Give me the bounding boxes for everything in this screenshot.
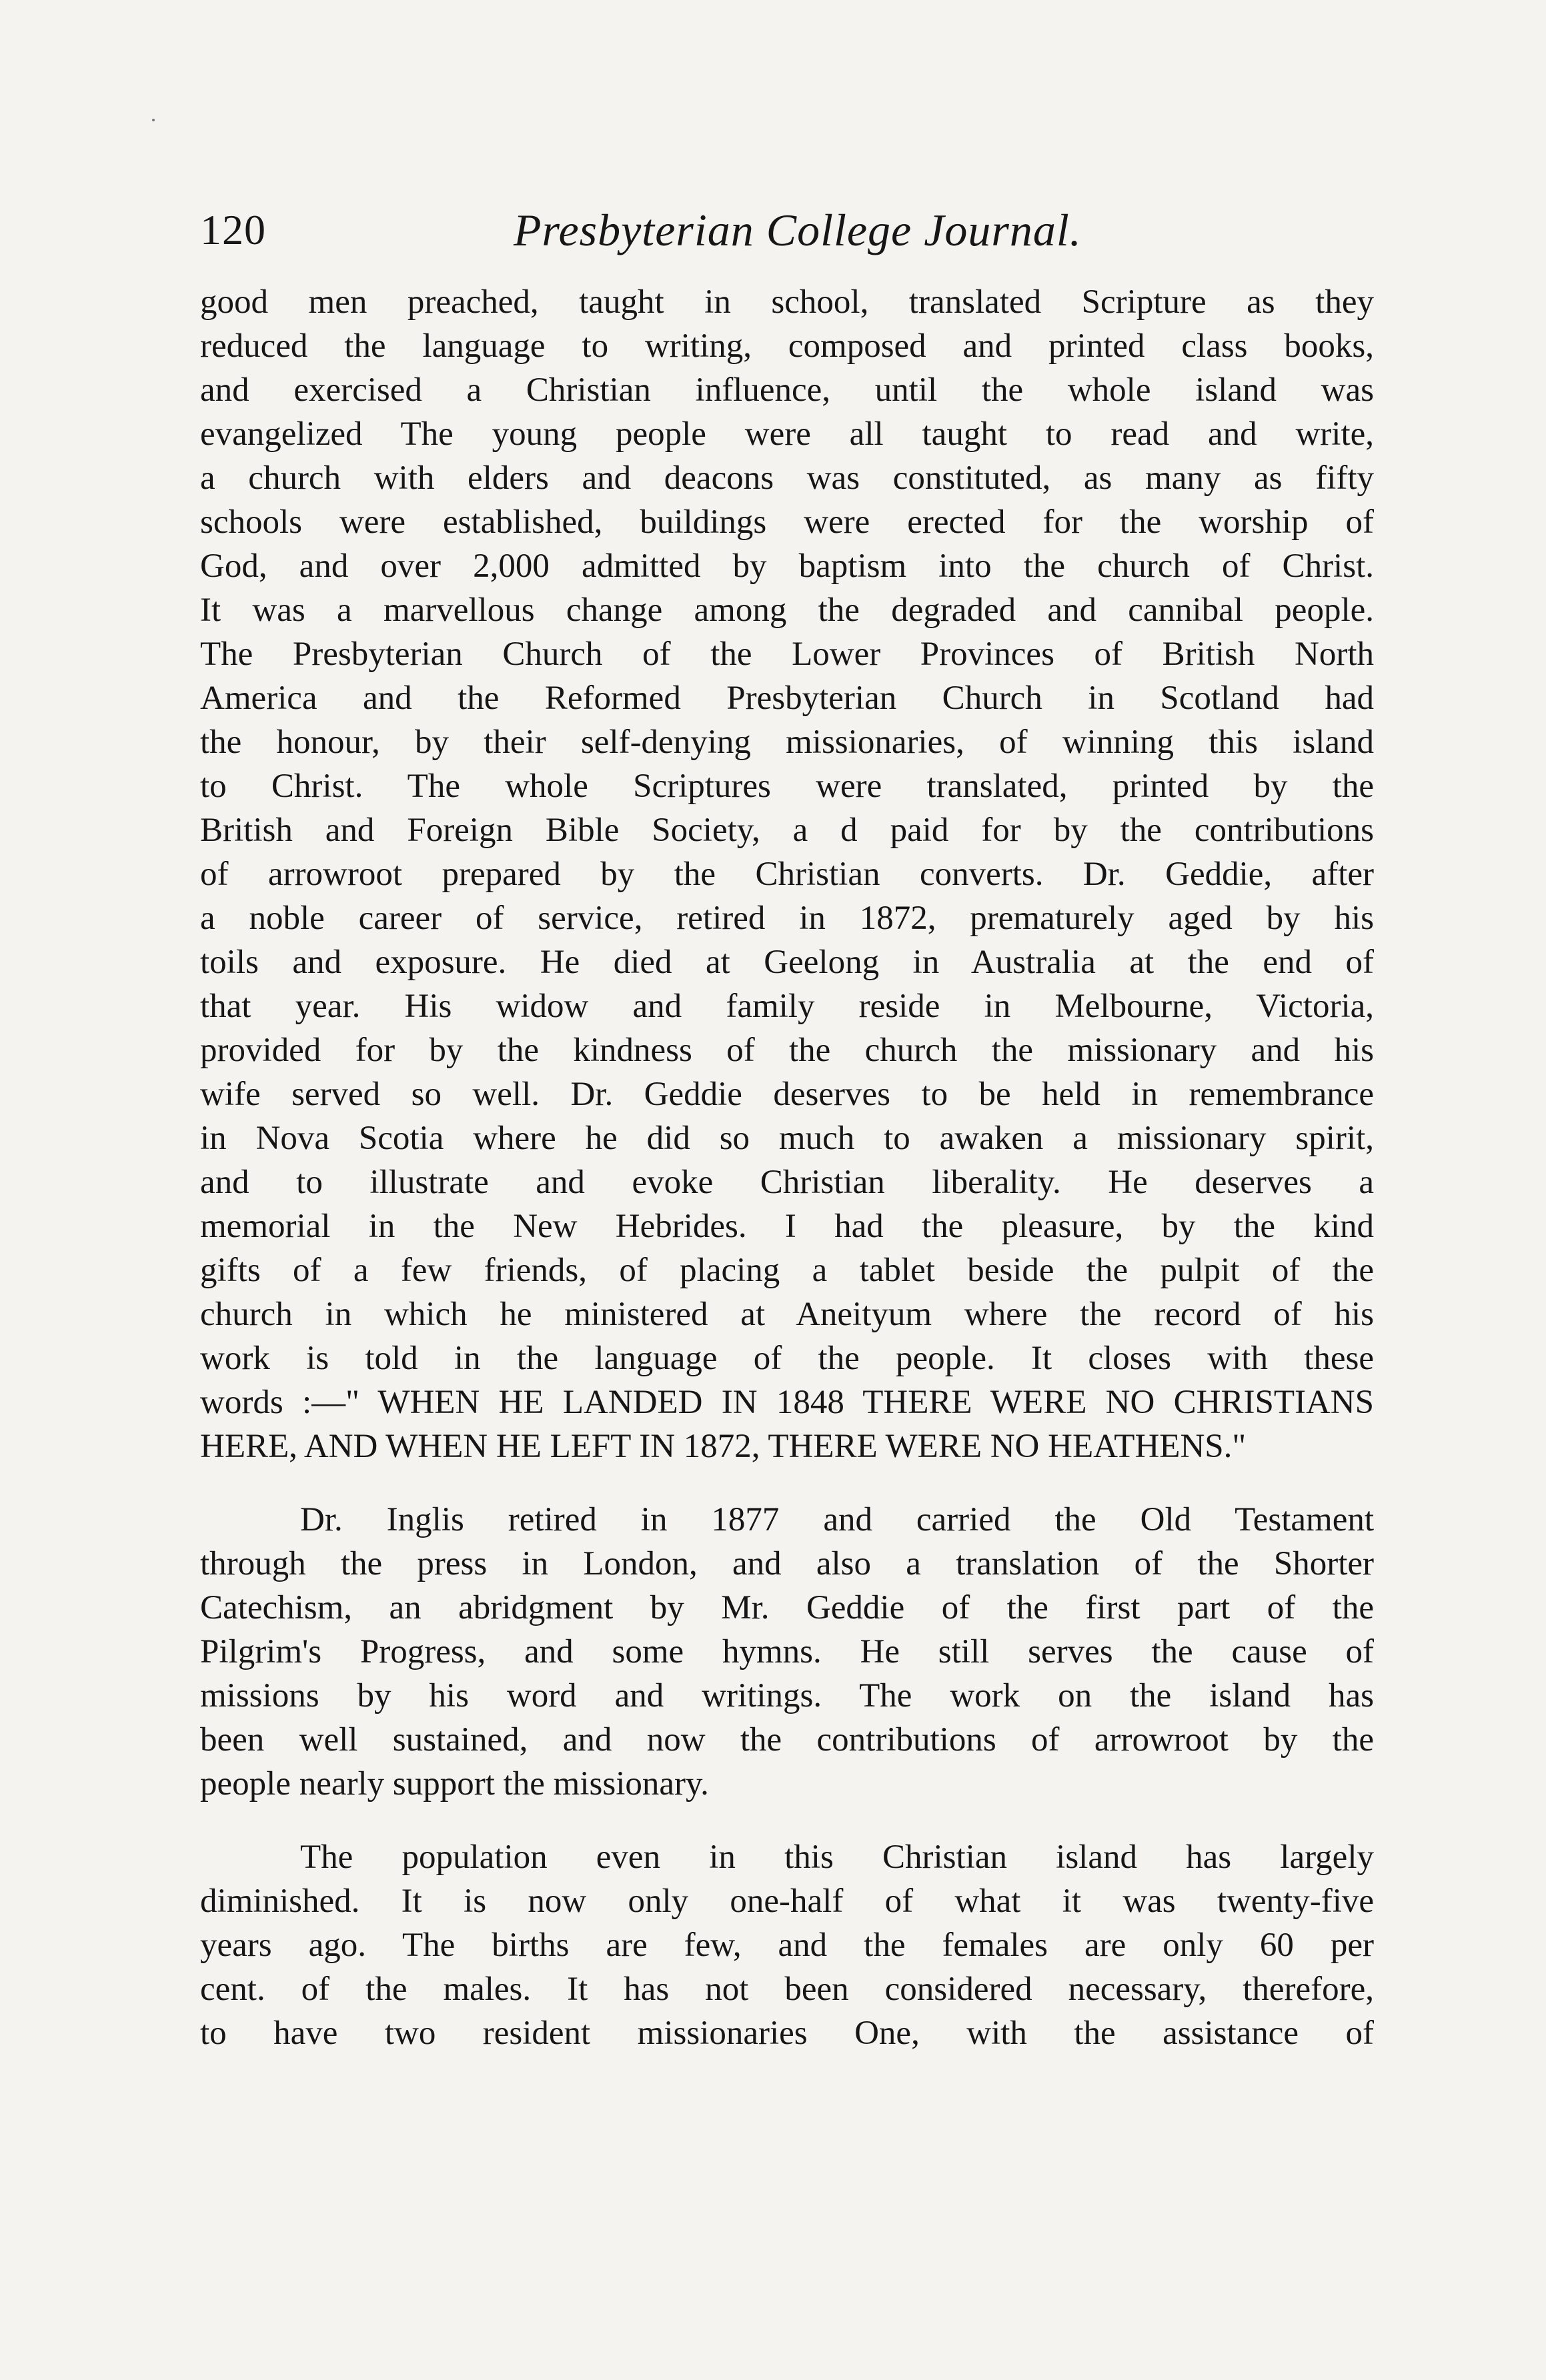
text-line: years ago. The births are few, and the females are only 60 per (200, 1927, 1374, 1964)
text-line: a church with elders and deacons was constituted, as many as fifty (200, 459, 1374, 497)
text-line: to Christ. The whole Scriptures were translated, printed by the (200, 768, 1374, 805)
paragraph-3 (200, 1835, 1374, 1879)
text-line: wife served so well. Dr. Geddie deserves to be held in remembrance (200, 1076, 1374, 1113)
paragraph-gap (200, 1468, 1374, 1498)
text-line: work is told in the language of the people. It closes with these (200, 1340, 1374, 1377)
running-head (200, 197, 1374, 263)
text-line: gifts of a few friends, of placing a tablet beside the pulpit of the (200, 1252, 1374, 1289)
text-line: evangelized The young people were all taught to read and write, (200, 415, 1374, 453)
text-line: cent. of the males. It has not been considered necessary, therefore, (200, 1971, 1374, 2008)
text-line: Pilgrim's Progress, and some hymns. He still serves the cause of (200, 1633, 1374, 1670)
text-line: British and Foreign Bible Society, a d paid for by the contributions (200, 812, 1374, 849)
text-line: diminished. It is now only one-half of what it was twenty-five (200, 1883, 1374, 1920)
paragraph-2-continued (200, 1542, 1374, 1806)
text-line: good men preached, taught in school, translated Scripture as they (200, 283, 1374, 321)
text-line: that year. His widow and family reside in Melbourne, Victoria, (200, 988, 1374, 1025)
text-line: words :—" WHEN HE LANDED IN 1848 THERE WERE NO CHRISTIANS (200, 1384, 1374, 1421)
text-line: The population even in this Christian island has largely (300, 1839, 1374, 1876)
text-line: The Presbyterian Church of the Lower Provinces of British North (200, 636, 1374, 673)
text-line: toils and exposure. He died at Geelong in Australia at the end of (200, 944, 1374, 981)
journal-title: Presbyterian College Journal. (514, 205, 1082, 255)
text-line: memorial in the New Hebrides. I had the pleasure, by the kind (200, 1208, 1374, 1245)
text-line: church in which he ministered at Aneityum where the record of his (200, 1296, 1374, 1333)
text-line: missions by his word and writings. The work on the island has (200, 1677, 1374, 1714)
scan-speck (152, 119, 155, 121)
paragraph-1 (200, 280, 1374, 1468)
text-line: been well sustained, and now the contributions of arrowroot by the (200, 1721, 1374, 1758)
text-line: through the press in London, and also a translation of the Shorter (200, 1545, 1374, 1582)
text-line: schools were established, buildings were erected for the worship of (200, 503, 1374, 541)
text-line: reduced the language to writing, composed and printed class books, (200, 327, 1374, 365)
text-line: provided for by the kindness of the church the missionary and his (200, 1032, 1374, 1069)
text-line: Catechism, an abridgment by Mr. Geddie of the first part of the (200, 1589, 1374, 1626)
paragraph-3-continued (200, 1879, 1374, 2055)
text-line: of arrowroot prepared by the Christian converts. Dr. Geddie, after (200, 856, 1374, 893)
text-line: and exercised a Christian influence, until the whole island was (200, 371, 1374, 409)
paragraph-2 (200, 1498, 1374, 1542)
text-line: the honour, by their self-denying missionaries, of winning this island (200, 724, 1374, 761)
text-line: to have two resident missionaries One, with the assistance of (200, 2015, 1374, 2052)
body-text (200, 280, 1374, 2055)
text-line: a noble career of service, retired in 1872, prematurely aged by his (200, 900, 1374, 937)
text-line: in Nova Scotia where he did so much to awaken a missionary spirit, (200, 1120, 1374, 1157)
page-number: 120 (200, 206, 266, 253)
text-line: Dr. Inglis retired in 1877 and carried the Old Testament (300, 1501, 1374, 1538)
text-line: America and the Reformed Presbyterian Church in Scotland had (200, 680, 1374, 717)
text-line: and to illustrate and evoke Christian liberality. He deserves a (200, 1164, 1374, 1201)
paragraph-gap (200, 1806, 1374, 1835)
text-line: people nearly support the missionary. (200, 1765, 709, 1803)
text-line: God, and over 2,000 admitted by baptism into the church of Christ. (200, 547, 1374, 585)
text-line: It was a marvellous change among the degraded and cannibal people. (200, 591, 1374, 629)
text-line: HERE, AND WHEN HE LEFT IN 1872, THERE WERE NO HEATHENS." (200, 1428, 1247, 1465)
